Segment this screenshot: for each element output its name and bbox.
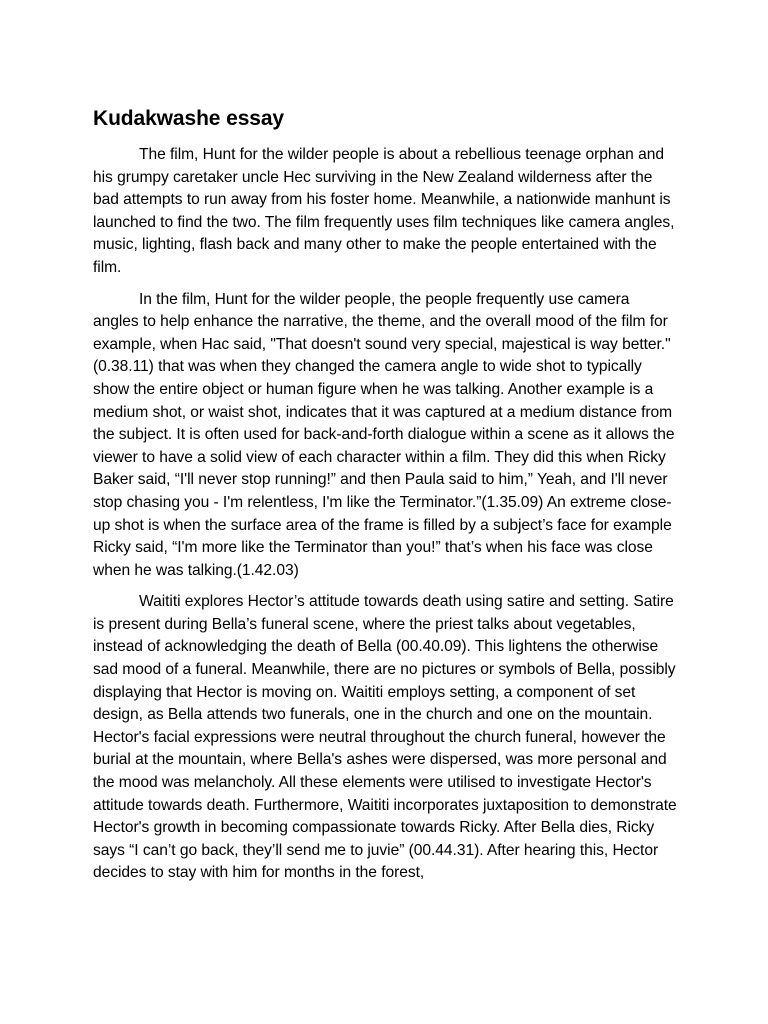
paragraph-3: Waititi explores Hector’s attitude towards death using satire and setting. Satire is present during Bella’s funeral scene, where the priest talks about vegetables, instead of acknowledging the death of Bella (00.40.09). This lightens the otherwise sad mood of a funeral. Meanwhile, there are no pictures or symbols of Bella, possibly displaying that Hector is moving on. Waititi employs setting, a component of set design, as Bella attends two funerals, one in the church and one on the mountain. Hector's facial expressions were neutral throughout the church funeral, however the burial at the mountain, where Bella's ashes were dispersed, was more personal and the mood was melancholy. All these elements were utilised to investigate Hector's attitude towards death. Furthermore, Waititi incorporates juxtaposition to demonstrate Hector's growth in becoming compassionate towards Ricky. After Bella dies, Ricky says “I can’t go back, they’ll send me to juvie” (00.44.31). After hearing this, Hector decides to stay with him for months in the forest, <box>93 593 677 882</box>
paragraph-1: The film, Hunt for the wilder people is about a rebellious teenage orphan and his grumpy caretaker uncle Hec surviving in the New Zealand wilderness after the bad attempts to run away from his foster home. Meanwhile, a nationwide manhunt is launched to find the two. The film frequently uses film techniques like camera angles, music, lighting, flash back and many other to make the people entertained with the film. <box>93 146 675 276</box>
document-body <box>93 106 677 894</box>
document-title: Kudakwashe essay <box>93 107 285 130</box>
paragraph-2: In the film, Hunt for the wilder people, the people frequently use camera angles to help enhance the narrative, the theme, and the overall mood of the film for example, when Hac said, "That doesn't sound very special, majestical is way better."(0.38.11) that was when they changed the camera angle to wide shot to typically show the entire object or human figure when he was talking. Another example is a medium shot, or waist shot, indicates that it was captured at a medium distance from the subject. It is often used for back-and-forth dialogue within a scene as it allows the viewer to have a solid view of each character within a film. They did this when Ricky Baker said, “I'll never stop running!” and then Paula said to him,” Yeah, and I'll never stop chasing you - I'm relentless, I'm like the Terminator.”(1.35.09) An extreme close-up shot is when the surface area of the frame is filled by a subject’s face for example Ricky said, “I'm more like the Terminator than you!” that’s when his face was close when he was talking.(1.42.03) <box>93 290 675 579</box>
